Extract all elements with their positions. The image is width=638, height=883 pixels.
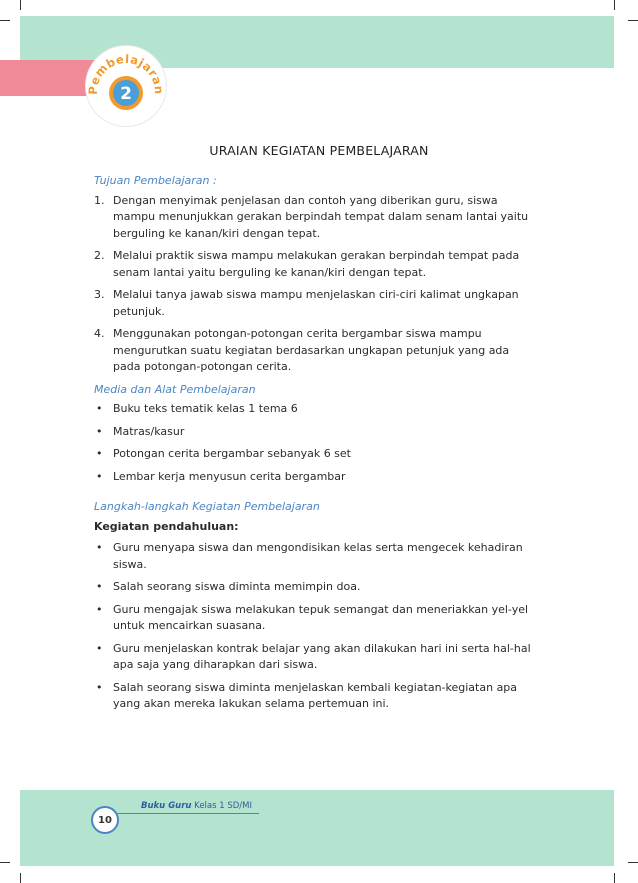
item-text: Salah seorang siswa diminta menjelaskan kembali kegiatan-kegiatan apa yang akan mereka lakukan selama pertemuan ini. bbox=[113, 680, 518, 710]
crop-mark bbox=[20, 873, 21, 883]
bullet-icon: • bbox=[96, 602, 103, 616]
bullet-icon: • bbox=[96, 469, 103, 483]
list-item bbox=[94, 446, 534, 463]
bullet-icon: • bbox=[96, 541, 103, 554]
tujuan-heading: Tujuan Pembelajaran : bbox=[94, 174, 217, 187]
item-text: Guru menyapa siswa dan mengondisikan kelas serta mengecek kehadiran siswa. bbox=[113, 541, 523, 571]
bullet-icon: • bbox=[96, 641, 103, 655]
list-item bbox=[94, 680, 534, 713]
item-number: 1. bbox=[94, 193, 105, 207]
media-heading: Media dan Alat Pembelajaran bbox=[94, 382, 256, 396]
crop-mark bbox=[20, 0, 21, 10]
item-text: Lembar kerja menyusun cerita bergambar bbox=[113, 469, 346, 483]
item-text: Guru mengajak siswa melakukan tepuk semangat dan meneriakkan yel-yel untuk mencairkan suasana. bbox=[113, 602, 529, 632]
crop-mark bbox=[614, 0, 615, 10]
footer-rule bbox=[117, 813, 259, 814]
langkah-heading: Langkah-langkah Kegiatan Pembelajaran bbox=[94, 500, 320, 513]
list-item bbox=[94, 248, 534, 281]
list-item bbox=[94, 469, 534, 486]
badge-number: 2 bbox=[120, 84, 132, 104]
main-content bbox=[94, 173, 534, 719]
item-text: Buku teks tematik kelas 1 tema 6 bbox=[113, 402, 298, 415]
list-item bbox=[94, 401, 534, 418]
list-item bbox=[94, 424, 534, 441]
bullet-icon: • bbox=[96, 424, 103, 438]
list-item bbox=[94, 287, 534, 320]
item-text: Dengan menyimak penjelasan dan contoh yang diberikan guru, siswa mampu menunjukkan gerakan berpindah tempat dalam senam lantai yaitu berguling ke kanan/kiri dengan tepat. bbox=[113, 193, 529, 240]
item-text: Matras/kasur bbox=[113, 424, 185, 438]
item-text: Melalui praktik siswa mampu melakukan gerakan berpindah tempat pada senam lantai yaitu berguling ke kanan/kiri dengan tepat. bbox=[113, 249, 520, 279]
langkah-subheading: Kegiatan pendahuluan: bbox=[94, 519, 239, 533]
list-item bbox=[94, 540, 534, 573]
tujuan-list bbox=[94, 193, 534, 376]
item-number: 2. bbox=[94, 249, 105, 262]
crop-mark bbox=[614, 873, 615, 883]
item-text: Melalui tanya jawab siswa mampu menjelaskan ciri-ciri kalimat ungkapan petunjuk. bbox=[113, 288, 519, 318]
list-item bbox=[94, 641, 534, 674]
item-text: Guru menjelaskan kontrak belajar yang akan dilakukan hari ini serta hal-hal apa saja yang diharapkan dari siswa. bbox=[113, 641, 531, 671]
bullet-icon: • bbox=[96, 580, 103, 593]
item-text: Potongan cerita bergambar sebanyak 6 set bbox=[113, 447, 351, 460]
langkah-list bbox=[94, 540, 534, 713]
list-item bbox=[94, 602, 534, 635]
crop-mark bbox=[0, 862, 10, 863]
item-number: 4. bbox=[94, 327, 105, 340]
item-number: 3. bbox=[94, 288, 105, 301]
lesson-badge-graphic bbox=[86, 46, 166, 126]
crop-mark bbox=[0, 20, 10, 21]
page-title: URAIAN KEGIATAN PEMBELAJARAN bbox=[209, 143, 429, 158]
list-item bbox=[94, 326, 534, 376]
crop-mark bbox=[628, 20, 638, 21]
item-text: Salah seorang siswa diminta memimpin doa. bbox=[113, 580, 361, 593]
footer-book-label bbox=[141, 801, 252, 811]
footer-book-title: Buku Guru bbox=[141, 801, 192, 811]
bullet-icon: • bbox=[96, 447, 103, 460]
badge-arc-text: Pembelajaran bbox=[86, 51, 166, 96]
bullet-icon: • bbox=[96, 402, 103, 415]
media-list bbox=[94, 401, 534, 485]
item-text: Menggunakan potongan-potongan cerita bergambar siswa mampu mengurutkan suatu kegiatan berdasarkan ungkapan petunjuk yang ada pada potongan-potongan cerita. bbox=[113, 327, 510, 373]
page-number: 10 bbox=[91, 806, 119, 834]
list-item bbox=[94, 193, 534, 243]
list-item bbox=[94, 579, 534, 596]
bullet-icon: • bbox=[96, 680, 103, 694]
footer-class-label: Kelas 1 SD/MI bbox=[194, 801, 253, 811]
crop-mark bbox=[628, 862, 638, 863]
